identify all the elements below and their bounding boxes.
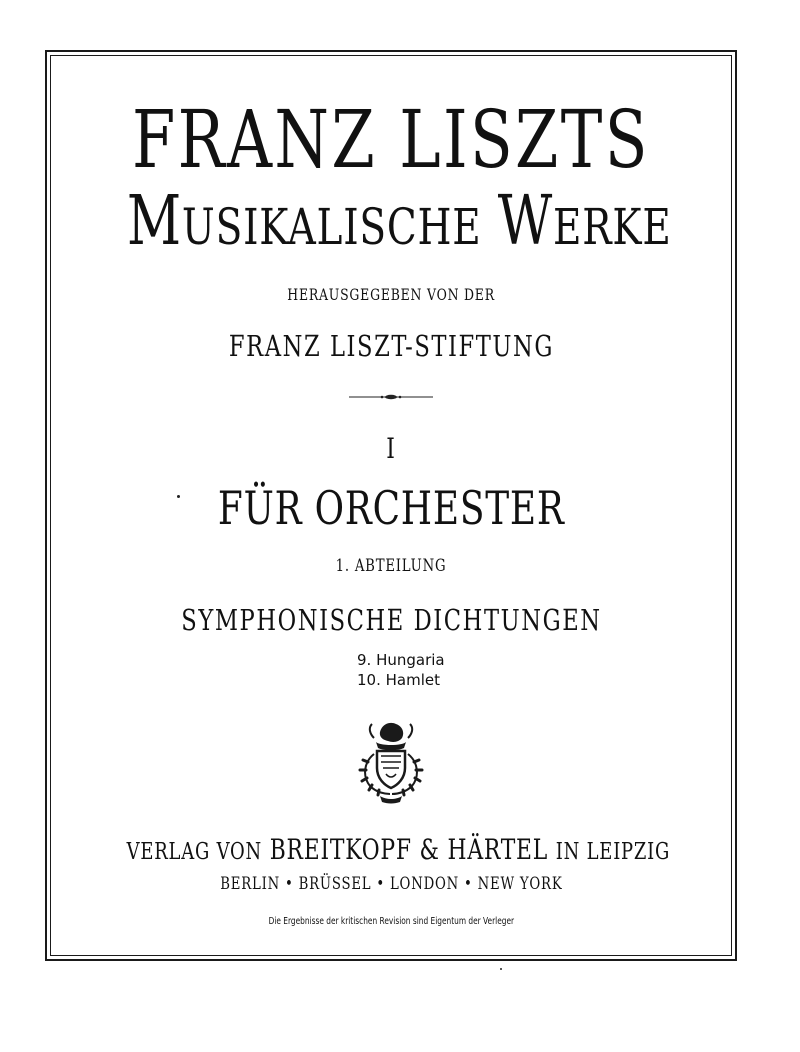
works-list [357, 650, 445, 690]
title-line-1 [50, 93, 732, 186]
ornamental-rule-icon [349, 393, 433, 401]
title-composer: FRANZ LISZTS [132, 93, 650, 186]
title-line-2 [50, 182, 732, 261]
publisher-cities: BERLIN • BRÜSSEL • LONDON • NEW YORK [219, 874, 563, 894]
work-item: 9. Hungaria [357, 651, 445, 669]
series-title: SYMPHONISCHE DICHTUNGEN [180, 603, 602, 637]
editor-label: HERAUSGEGEBEN VON DER [287, 285, 495, 304]
publisher-name: BREITKOPF & HÄRTEL [269, 833, 549, 866]
publisher-line [50, 833, 732, 866]
work-item: 10. Hamlet [357, 671, 440, 689]
editor-name: FRANZ LISZT-STIFTUNG [228, 329, 554, 363]
print-speck [177, 495, 180, 498]
section-title: FÜR ORCHESTER [217, 481, 565, 535]
division-label: 1. ABTEILUNG [335, 556, 447, 576]
publisher-suffix: IN LEIPZIG [555, 839, 671, 865]
publisher-crest-icon [350, 718, 432, 804]
publisher-prefix: VERLAG VON [126, 839, 262, 865]
title-works-heading: MUSIKALISCHE WERKE [126, 182, 672, 261]
volume-number: I [386, 432, 396, 465]
print-speck [500, 968, 502, 970]
copyright-notice: Die Ergebnisse der kritischen Revision sind Eigentum der Verleger [268, 916, 514, 927]
